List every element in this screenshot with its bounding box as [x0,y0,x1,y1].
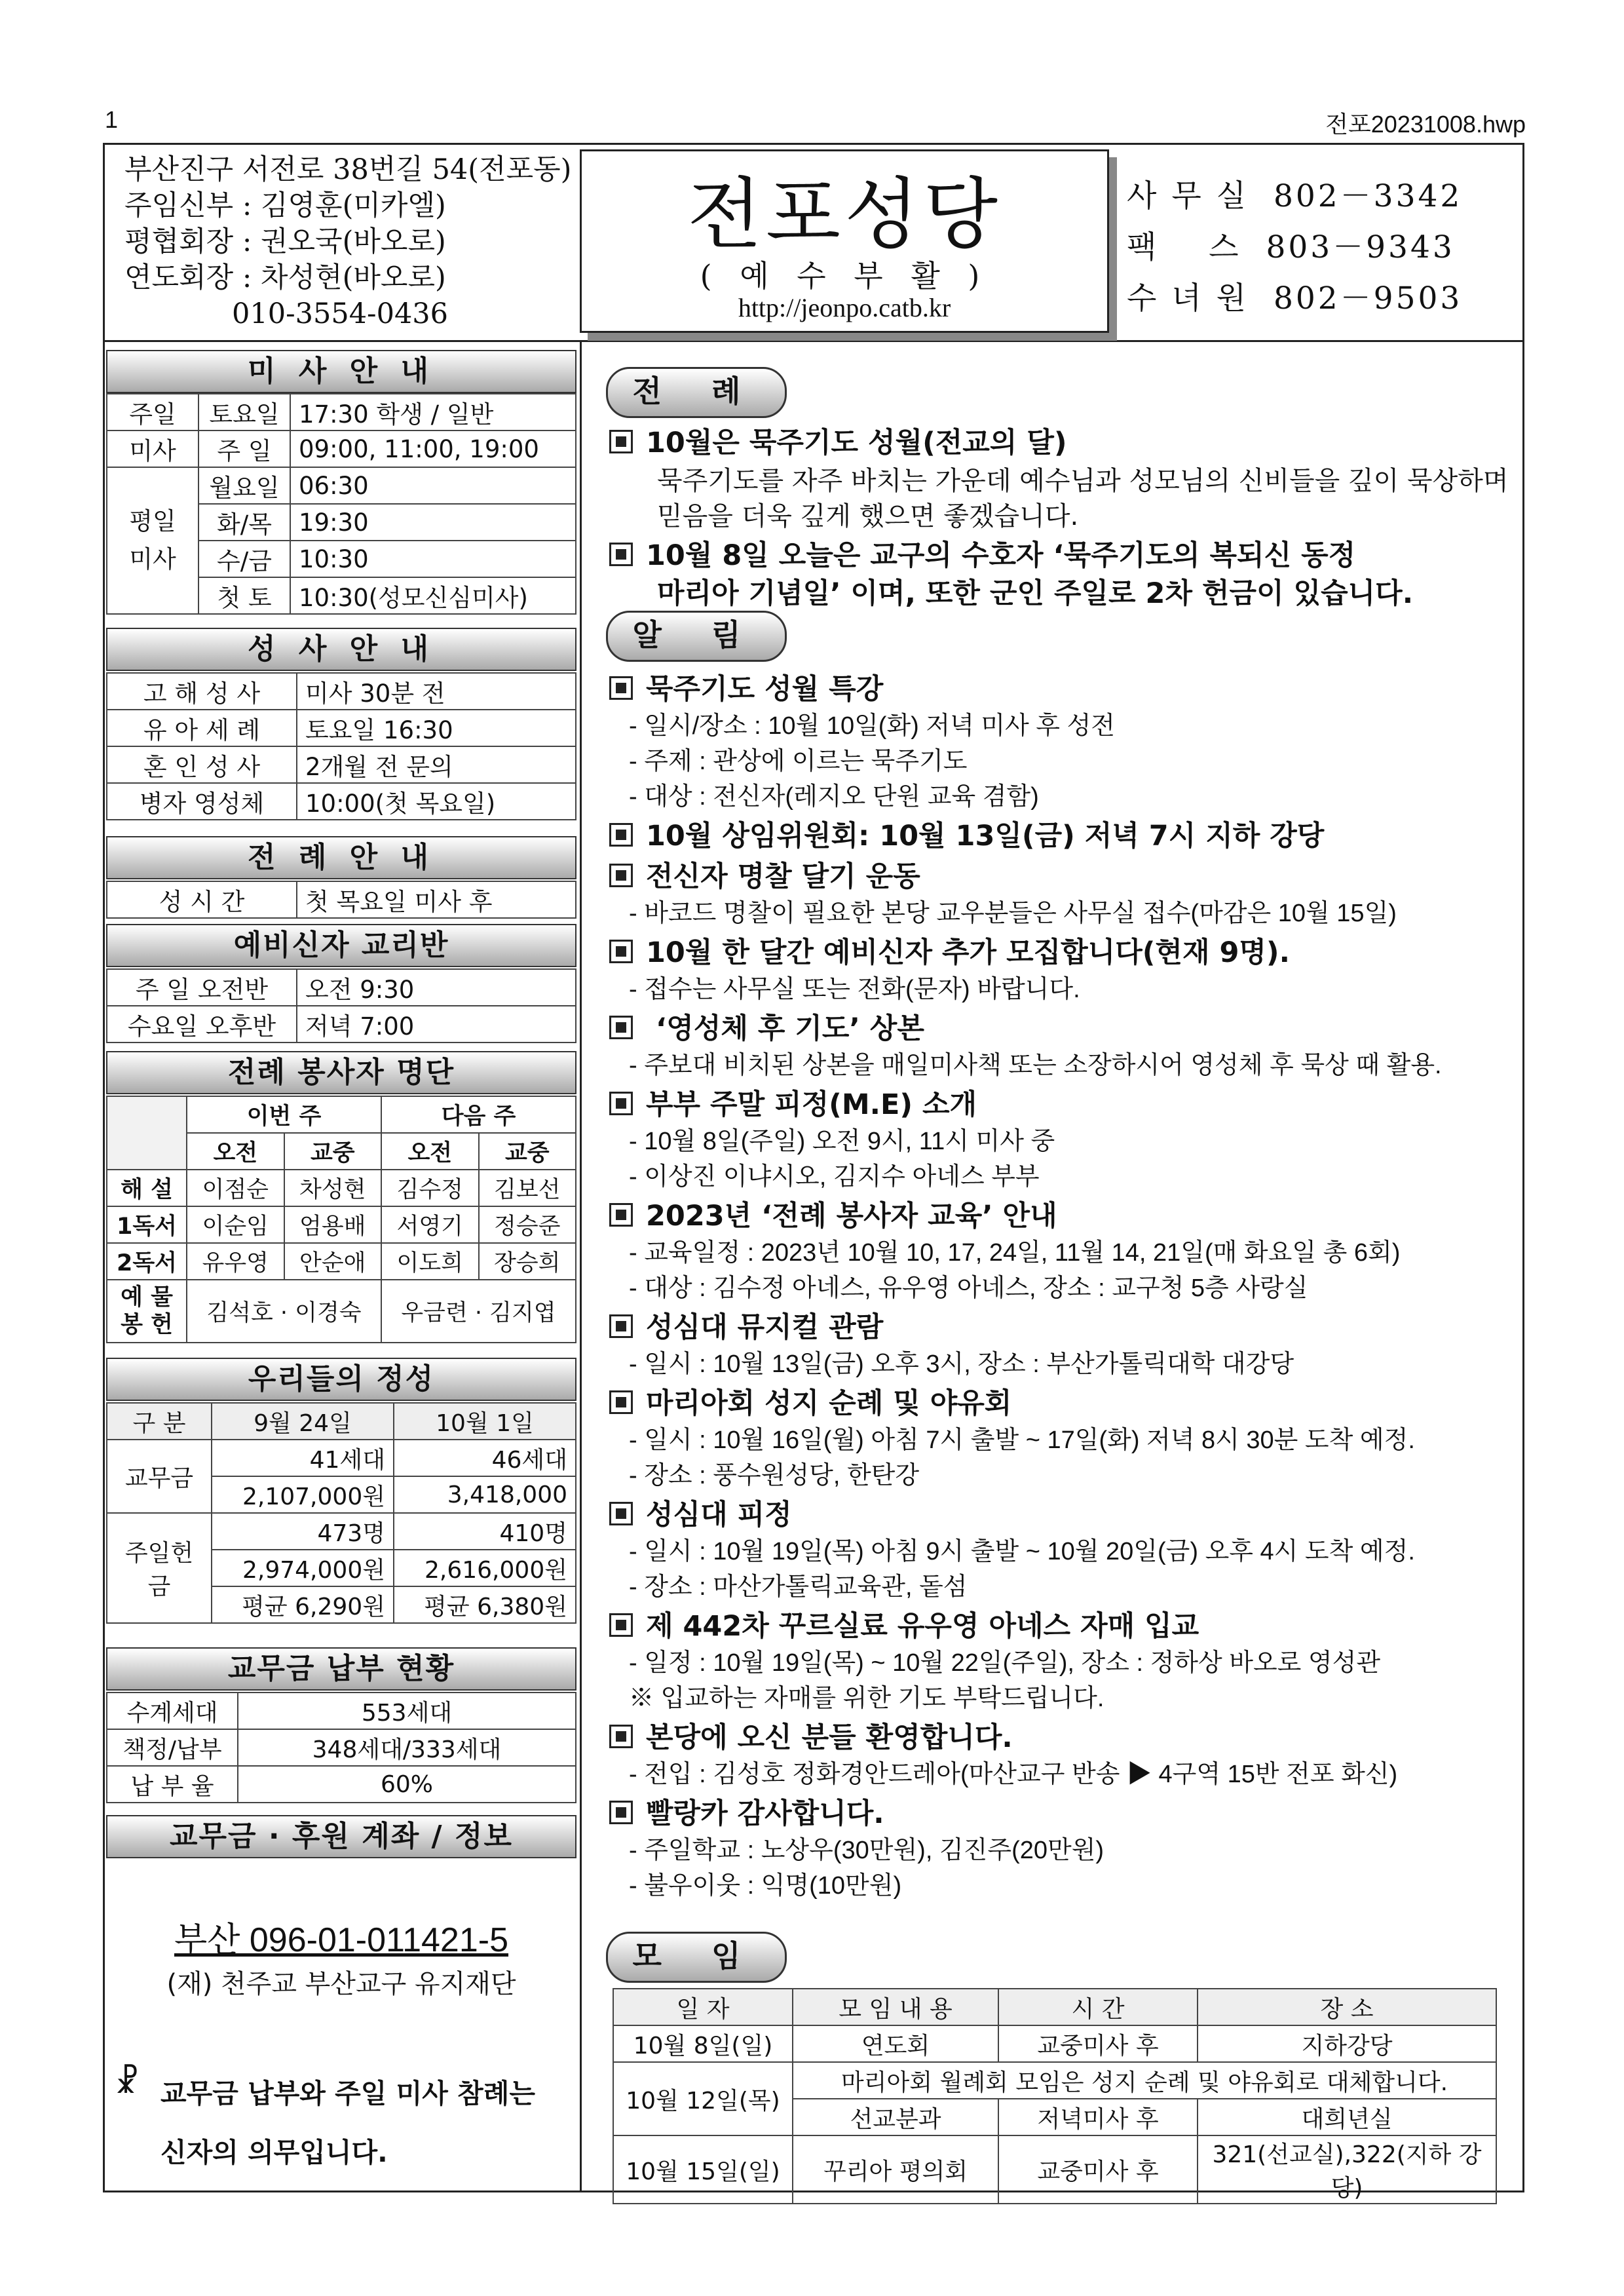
donation-value: 평균 6,380원 [394,1586,576,1623]
servers-header: 전례 봉사자 명단 [106,1051,576,1094]
notice-detail: - 10월 8일(주일) 오전 9시, 11시 미사 중 [629,1128,1055,1155]
server-name: 서영기 [381,1206,479,1243]
meeting-head: 장 소 [1198,1989,1496,2025]
notice-title: 10월 상임위원회: 10월 13일(금) 저녁 7시 지하 강당 [646,820,1325,852]
parish-url[interactable]: http://jeonpo.catb.kr [738,293,951,322]
server-name: 차성현 [284,1170,382,1206]
donations-table [106,1402,576,1624]
this-week-label: 이번 주 [187,1096,381,1133]
liturgy-item-title: 10월은 묵주기도 성월(전교의 달) [646,427,1067,459]
meeting-time: 저녁미사 후 [998,2099,1198,2135]
server-name: 안순애 [284,1243,382,1280]
meeting-note: 마리아회 월례회 모임은 성지 순례 및 야유회로 대체합니다. [793,2062,1496,2099]
liturgy-info-table [106,881,576,919]
donation-value: 3,418,000 [394,1476,576,1513]
notice-title: 전신자 명찰 달기 운동 [646,860,920,893]
donation-value: 410명 [394,1513,576,1550]
meeting-name: 꾸리아 평의회 [793,2135,998,2204]
notice-detail: - 주보대 비치된 상본을 매일미사책 또는 소장하시어 영성체 후 묵상 때 활용. [629,1052,1442,1079]
bullet-icon [609,543,633,566]
notice-item [609,1194,1057,1234]
catechumen-cell: 수요일 오후반 [107,1006,297,1043]
dues-value: 553세대 [238,1693,576,1729]
mass-cell: 10:30 [290,541,576,577]
donations-head: 구 분 [107,1403,212,1440]
mass-table [106,393,576,615]
notice-detail: - 일시 : 10월 16일(월) 아침 7시 출발 ~ 17일(화) 저녁 8시 30분 도착 예정. [629,1426,1415,1454]
notice-item [609,1604,1199,1644]
server-name: 정승준 [479,1206,576,1243]
bullet-icon [609,864,633,887]
sacrament-cell: 고 해 성 사 [107,673,297,710]
mass-cell: 수/금 [198,541,290,577]
sacrament-cell: 10:00(첫 목요일) [297,783,576,820]
file-name: 전포20231008.hwp [1325,111,1526,138]
donations-head: 9월 24일 [212,1403,394,1440]
notice-detail: - 바코드 명찰이 필요한 본당 교우분들은 사무실 접수(마감은 10월 15일) [629,900,1397,927]
meeting-date: 10월 12일(목) [613,2062,793,2135]
meeting-place: 지하강당 [1198,2025,1496,2062]
dues-label: 납 부 율 [107,1766,238,1803]
bullet-icon [609,1390,633,1414]
notice-title: 부부 주말 피정(M.E) 소개 [646,1088,977,1121]
bullet-icon [609,1725,633,1748]
notice-detail: - 교육일정 : 2023년 10월 10, 17, 24일, 11월 14, 21일(매 화요일 총 6회) [629,1239,1401,1267]
notice-item [609,930,1290,970]
council-line: 평협회장 : 권오국(바오로) [124,225,446,258]
servers-col-head: 오전 [381,1133,479,1170]
sacrament-header: 성 사 안 내 [106,628,576,671]
notice-item [609,814,1324,854]
notice-item [609,1791,884,1831]
memorial-line: 연도회장 : 차성현(바오로) [124,261,446,294]
mass-cell: 주 일 [198,430,290,467]
server-name: 유우영 [187,1243,284,1280]
dues-label: 책정/납부 [107,1729,238,1766]
servers-col-head: 교중 [284,1133,382,1170]
office-phone: 사 무 실 802－3342 [1127,178,1463,214]
parish-info [124,152,571,332]
liturgy-info-header: 전 례 안 내 [106,836,576,879]
notice-title: 제 442차 꾸르실료 유우영 아네스 자매 입교 [646,1610,1199,1643]
duty-note-line: 교무금 납부와 주일 미사 참례는 [161,2078,535,2109]
role-label: 해 설 [107,1170,187,1206]
liturgy-section-pill: 전 례 [606,367,787,418]
notice-detail: - 접수는 사무실 또는 전화(문자) 바랍니다. [629,976,1080,1003]
sacrament-cell: 유 아 세 례 [107,710,297,746]
column-divider [580,342,582,2192]
mass-cell: 주일 [107,394,198,430]
catechumen-cell: 주 일 오전반 [107,969,297,1006]
meeting-time: 교중미사 후 [998,2135,1198,2204]
liturgy-item [609,533,1355,573]
meeting-time: 교중미사 후 [998,2025,1198,2062]
bullet-icon [609,1613,633,1637]
role-label: 1독서 [107,1206,187,1243]
meeting-date: 10월 15일(일) [613,2135,793,2204]
notice-detail: - 장소 : 마산가톨릭교육관, 돝섬 [629,1573,968,1601]
sacrament-cell: 2개월 전 문의 [297,746,576,783]
bullet-icon [609,940,633,963]
mass-cell: 06:30 [290,467,576,504]
notice-item [609,1715,1013,1755]
notice-title: 2023년 ‘전례 봉사자 교육’ 안내 [646,1200,1057,1233]
meeting-head: 모 임 내 용 [793,1989,998,2025]
mass-header: 미 사 안 내 [106,350,576,393]
meeting-section-pill: 모 임 [606,1932,787,1983]
mass-cell: 월요일 [198,467,290,504]
notice-title: 10월 한 달간 예비신자 추가 모집합니다(현재 9명). [646,936,1290,969]
notice-detail: - 일시 : 10월 19일(목) 아침 9시 출발 ~ 10월 20일(금) 오후 4시 도착 예정. [629,1538,1415,1565]
role-label: 2독서 [107,1243,187,1280]
page-number: 1 [105,106,119,133]
duty-note [161,2064,535,2182]
notice-item [609,854,920,894]
donations-head: 10월 1일 [394,1403,576,1440]
mass-cell: 09:00, 11:00, 19:00 [290,430,576,467]
server-name: 이점순 [187,1170,284,1206]
meetings-table [613,1988,1497,2204]
pastor-line: 주임신부 : 김영훈(미카엘) [124,189,446,222]
notice-detail: - 일시/장소 : 10월 10일(화) 저녁 미사 후 성전 [629,712,1115,740]
liturgy-item-title-cont: 마리아 기념일’ 이며, 또한 군인 주일로 2차 헌금이 있습니다. [657,577,1414,610]
convent-phone: 수 녀 원 802－9503 [1127,280,1463,316]
notice-detail: - 장소 : 풍수원성당, 한탄강 [629,1462,920,1489]
liturgy-item [609,421,1067,461]
mass-cell: 19:30 [290,504,576,541]
meeting-place: 대희년실 [1198,2099,1496,2135]
notice-detail: - 이상진 이냐시오, 김지수 아네스 부부 [629,1163,1040,1191]
bullet-icon [609,1801,633,1824]
notice-detail: - 대상 : 전신자(레지오 단원 교육 겸함) [629,783,1039,811]
server-name: 이순임 [187,1206,284,1243]
notice-title: ‘영성체 후 기도’ 상본 [646,1012,924,1045]
notice-title: 마리아회 성지 순례 및 야유회 [646,1387,1012,1420]
sacrament-cell: 토요일 16:30 [297,710,576,746]
notice-detail: - 대상 : 김수정 아네스, 유우영 아네스, 장소 : 교구청 5층 사랑실 [629,1274,1308,1302]
meeting-place: 321(선교실),322(지하 강당) [1198,2135,1496,2204]
mass-cell: 17:30 학생 / 일반 [290,394,576,430]
bullet-icon [609,1092,633,1115]
liturgy-info-cell: 성 시 간 [107,881,297,918]
donation-value: 473명 [212,1513,394,1550]
sacrament-cell: 미사 30분 전 [297,673,576,710]
bullet-icon [609,676,633,700]
sacrament-cell: 혼 인 성 사 [107,746,297,783]
bullet-icon [609,430,633,453]
catechumen-cell: 저녁 7:00 [297,1006,576,1043]
servers-table [106,1096,576,1343]
servers-col-head: 교중 [479,1133,576,1170]
mass-cell: 10:30(성모신심미사) [290,577,576,614]
notice-item [609,1493,792,1533]
bullet-icon [609,1314,633,1338]
servers-corner [107,1096,187,1170]
address-line: 부산진구 서전로 38번길 54(전포동) [124,153,572,186]
notice-detail: ※ 입교하는 자매를 위한 기도 부탁드립니다. [629,1685,1105,1712]
bullet-icon [609,1203,633,1227]
donation-value: 46세대 [394,1440,576,1476]
sacrament-cell: 병자 영성체 [107,783,297,820]
bullet-icon [609,823,633,847]
server-name: 이도희 [381,1243,479,1280]
notice-title: 본당에 오신 분들 환영합니다. [646,1721,1013,1754]
server-name: 김보선 [479,1170,576,1206]
catechumen-header: 예비신자 교리반 [106,924,576,967]
notice-title: 성심대 피정 [646,1499,792,1531]
mass-cell: 첫 토 [198,577,290,614]
mass-cell: 평일 [129,507,176,535]
donation-group-label: 교무금 [107,1440,212,1513]
sacrament-table [106,672,576,820]
offering-names: 우금련 · 김지엽 [381,1280,576,1343]
notice-detail: - 주일학교 : 노상우(30만원), 김진주(20만원) [629,1837,1105,1864]
notice-detail: - 불우이웃 : 익명(10만원) [629,1872,902,1900]
mass-cell: 화/목 [198,504,290,541]
dues-table [106,1692,576,1803]
liturgy-item-title: 10월 8일 오늘은 교구의 수호자 ‘묵주기도의 복되신 동정 [646,539,1356,572]
meeting-name: 선교분과 [793,2099,998,2135]
meeting-head: 시 간 [998,1989,1198,2025]
notice-title: 성심대 뮤지컬 관람 [646,1311,884,1344]
liturgical-season: ( 예 수 부 활 ) [700,258,989,294]
dues-header: 교무금 납부 현황 [106,1647,576,1691]
next-week-label: 다음 주 [381,1096,576,1133]
bullet-icon [609,1016,633,1039]
donation-value: 2,974,000원 [212,1550,394,1586]
liturgy-body-line: 묵주기도를 자주 바치는 가운데 예수님과 성모님의 신비들을 깊이 묵상하며 [657,466,1509,496]
server-name: 엄용배 [284,1206,382,1243]
dues-value: 348세대/333세대 [238,1729,576,1766]
mass-cell: 토요일 [198,394,290,430]
notice-item [609,667,883,707]
notice-section-pill: 알 림 [606,611,787,662]
liturgy-info-cell: 첫 목요일 미사 후 [297,881,576,918]
notice-detail: - 주제 : 관상에 이르는 묵주기도 [629,748,968,775]
mass-cell: 미사 [129,545,176,573]
parish-title: 전포성당 [687,169,1002,259]
meeting-date: 10월 8일(일) [613,2025,793,2062]
bullet-icon [609,1502,633,1525]
duty-note-line: 신자의 의무입니다. [161,2137,388,2168]
dues-label: 수계세대 [107,1693,238,1729]
meeting-head: 일 자 [613,1989,793,2025]
donation-value: 평균 6,290원 [212,1586,394,1623]
notice-detail: - 일시 : 10월 13일(금) 오후 3시, 장소 : 부산가톨릭대학 대강당 [629,1350,1294,1378]
notice-item [609,1006,924,1046]
notice-detail: - 전입 : 김성호 정화경안드레아(마산교구 반송 ▶ 4구역 15반 전포 화신) [629,1761,1398,1788]
mass-cell: 미사 [107,430,198,467]
fax-number: 팩 스 803－9343 [1127,229,1455,265]
donation-value: 41세대 [212,1440,394,1476]
contact-phone: 010-3554-0436 [124,297,449,330]
offering-label: 예 물 봉 헌 [107,1280,187,1343]
weekday-mass-label [107,467,198,614]
donation-group-label: 주일헌금 [107,1513,212,1623]
notice-item [609,1082,977,1122]
donations-header: 우리들의 정성 [106,1358,576,1401]
meeting-name: 연도회 [793,2025,998,2062]
server-name: 장승희 [479,1243,576,1280]
notice-detail: - 일정 : 10월 19일(목) ~ 10월 22일(주일), 장소 : 정하상 바오로 영성관 [629,1649,1381,1677]
donation-value: 2,616,000원 [394,1550,576,1586]
notice-item [609,1305,883,1345]
offering-names: 김석호 · 이경숙 [187,1280,381,1343]
liturgy-body-line: 믿음을 더욱 깊게 했으면 좋겠습니다. [657,501,1079,531]
servers-col-head: 오전 [187,1133,284,1170]
catechumen-table [106,968,576,1043]
account-number: 부산 096-01-011421-5 [174,1921,509,1959]
server-name: 김수정 [381,1170,479,1206]
catechumen-cell: 오전 9:30 [297,969,576,1006]
chi-rho-icon: ☧ [115,2064,140,2101]
account-holder: (재) 천주교 부산교구 유지재단 [166,1969,516,1999]
account-header: 교무금 · 후원 계좌 / 정보 [106,1815,576,1858]
notice-title: 빨랑카 감사합니다. [646,1797,884,1830]
donation-value: 2,107,000원 [212,1476,394,1513]
notice-title: 묵주기도 성월 특강 [646,673,884,706]
notice-item [609,1381,1011,1421]
dues-value: 60% [238,1766,576,1803]
